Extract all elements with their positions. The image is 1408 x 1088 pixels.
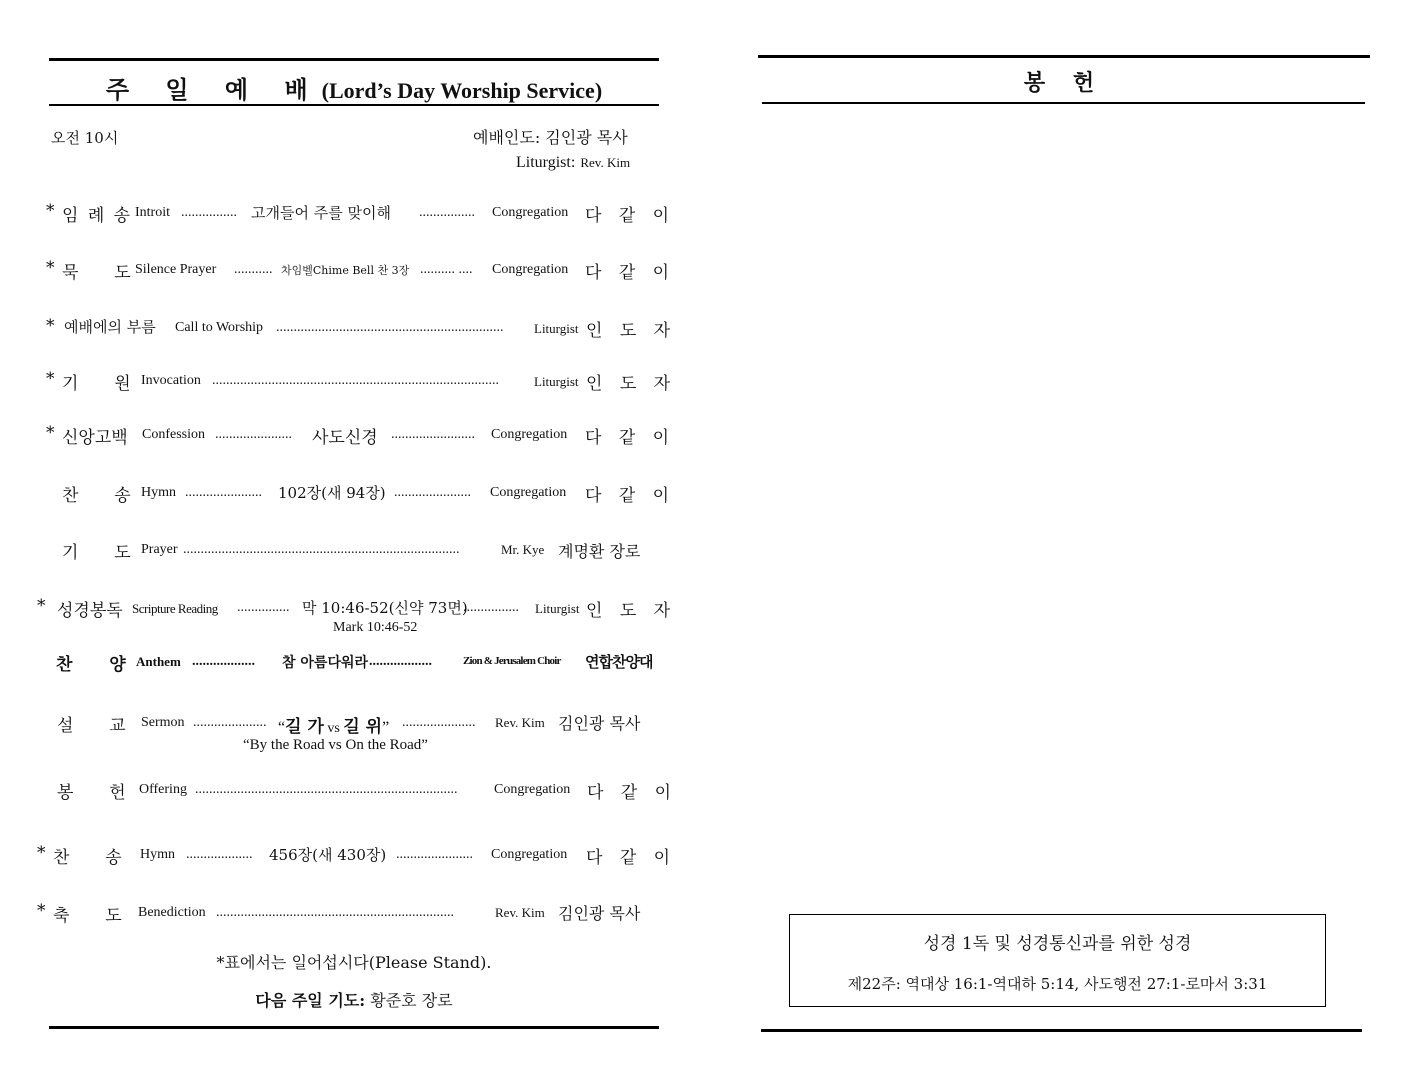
item-english: Introit [135,205,170,220]
list-item [0,711,704,757]
leader-dots: .................. [192,654,255,669]
item-korean: 축 도 [53,906,124,926]
item-korean: 찬 송 [62,486,133,506]
item-detail: 참 아름다워라 [282,655,369,671]
stand-mark: * [46,316,55,336]
right-bottom-rule [761,1029,1362,1032]
item-performer-ko: 김인광 목사 [558,714,641,733]
leader-dots: ................ [419,205,475,220]
leader-dots: ...................... [394,485,471,500]
list-item [0,481,704,511]
leader-dots: ........... [234,262,273,277]
item-performer-en: Congregation [490,485,567,500]
quote-close: ” [382,719,390,736]
title-korean: 주 일 예 배 [105,75,322,104]
leader-dots: ............................................................................... [183,542,460,557]
box-text: 제22주: 역대상 16:1-역대하 5:14, 사도행전 27:1-로마서 3:31 [847,975,1268,993]
leader-dots: ...................... [396,847,473,862]
list-item [0,258,704,288]
sermon-title-part1: 길 가 [285,717,324,737]
item-korean: 봉 헌 [57,783,128,803]
right-top-rule [758,55,1370,58]
item-performer-ko: 인 도 자 [586,601,677,621]
item-korean: 묵 도 [62,263,133,283]
item-performer-en: Congregation [494,782,571,797]
leader-dots: .................................................................................. [212,373,499,388]
item-performer-ko: 다 같 이 [585,206,676,226]
item-english: Call to Worship [175,320,264,335]
item-korean: 예배에의 부름 [64,318,156,336]
item-detail: 456장(새 430장) [269,846,387,864]
sermon-title-part2: 길 위 [343,717,383,737]
list-item [0,423,704,453]
liturgist-korean: 예배인도: 김인광 목사 [473,128,628,147]
leader-dots: ...................... [185,485,262,500]
item-subline: “By the Road vs On the Road” [243,737,428,753]
list-item [0,778,704,808]
item-performer-en: Zion & Jerusalem Choir [463,655,561,667]
leader-dots: ........................................................................... [195,782,458,797]
item-korean: 설 교 [57,716,128,736]
list-item [0,316,704,346]
leader-dots: .................................................................... [216,905,454,920]
item-performer-en: Congregation [492,205,569,220]
item-performer-ko: 다 같 이 [585,263,676,283]
item-performer-en: Liturgist [534,374,579,389]
item-korean: 기 도 [62,543,133,563]
list-item [0,901,704,931]
leader-dots: ............... [237,600,290,615]
leader-dots: ........................ [391,427,475,442]
item-detail: 사도신경 [312,428,378,448]
item-performer-ko: 다 같 이 [585,486,676,506]
item-korean: 신앙고백 [62,428,128,448]
right-title-underline [762,102,1365,104]
next-week-prayer [49,988,659,1011]
item-english: Hymn [140,847,175,862]
list-item [0,201,704,231]
stand-mark: * [46,369,55,389]
item-performer-en: Congregation [491,427,568,442]
item-english: Hymn [141,485,176,500]
item-english: Prayer [141,542,178,557]
item-english: Offering [139,782,187,797]
item-performer-en: Mr. Kye [501,542,545,557]
stand-mark: * [37,596,46,616]
box-title: 성경 1독 및 성경통신과를 위한 성경 [923,934,1192,954]
item-korean: 찬 송 [53,848,124,868]
sermon-title [278,712,389,737]
bible-reading-box [789,914,1326,1007]
item-performer-ko: 인 도 자 [586,321,677,341]
leader-dots: .......... .... [420,262,473,277]
item-korean: 찬 양 [56,655,128,675]
item-english: Scripture Reading [132,601,218,616]
item-english: Anthem [136,654,181,669]
leader-dots: ..................... [193,715,267,730]
item-performer-ko: 연합찬양대 [585,653,653,671]
stand-mark: * [46,423,55,443]
leader-dots: ................... [186,847,253,862]
list-item [0,538,704,568]
right-title: 봉 헌 [1023,70,1105,96]
item-performer-en: Rev. Kim [495,715,545,730]
item-korean: 임 례 송 [62,206,133,226]
item-korean: 성경봉독 [57,601,123,621]
item-english: Sermon [141,715,185,730]
stand-mark: * [37,843,46,863]
item-detail: 102장(새 94장) [278,484,386,502]
stand-mark: * [46,201,55,221]
item-performer-en: Liturgist [535,601,580,616]
item-subline: Mark 10:46-52 [333,620,418,635]
item-detail: 차임벨Chime Bell 찬 3장 [281,264,410,277]
list-item [0,650,704,680]
item-korean: 기 원 [62,374,133,394]
item-performer-en: Congregation [491,847,568,862]
list-item [0,596,704,642]
left-bottom-rule [49,1026,659,1029]
quote-open: “ [278,719,286,736]
leader-dots: ...................... [215,427,292,442]
item-performer-en: Congregation [492,262,569,277]
next-prayer-name: 황준호 장로 [370,991,453,1010]
leader-dots: ..................... [402,715,476,730]
service-time: 오전 10시 [51,129,119,147]
item-english: Benediction [138,905,206,920]
stand-note: *표에서는 일어섭시다(Please Stand). [216,953,492,972]
item-performer-en: Rev. Kim [495,905,545,920]
item-performer-ko: 인 도 자 [586,374,677,394]
item-performer-ko: 계명환 장로 [558,542,641,561]
liturgist-name: Rev. Kim [580,155,631,170]
item-english: Silence Prayer [135,262,217,277]
leader-dots: ................ [181,205,237,220]
leader-dots: .................. [369,654,432,669]
next-prayer-label: 다음 주일 기도: [255,991,366,1010]
item-performer-ko: 다 같 이 [587,783,678,803]
item-detail: 고개들어 주를 맞이해 [251,204,391,222]
item-performer-ko: 다 같 이 [585,428,676,448]
list-item [0,843,704,873]
leader-dots: ................ [463,600,519,615]
title-english: (Lord’s Day Worship Service) [321,78,603,103]
item-performer-ko: 김인광 목사 [558,904,641,923]
liturgist-label: Liturgist: [516,154,576,171]
list-item [0,369,704,399]
item-english: Confession [142,427,205,442]
stand-mark: * [46,258,55,278]
item-performer-en: Liturgist [534,321,579,336]
item-detail: 막 10:46-52(신약 73면) [302,599,468,617]
item-english: Invocation [141,373,201,388]
item-performer-ko: 다 같 이 [586,848,677,868]
stand-mark: * [37,901,46,921]
sermon-vs: vs [323,721,344,736]
leader-dots: ................................................................. [276,320,504,335]
